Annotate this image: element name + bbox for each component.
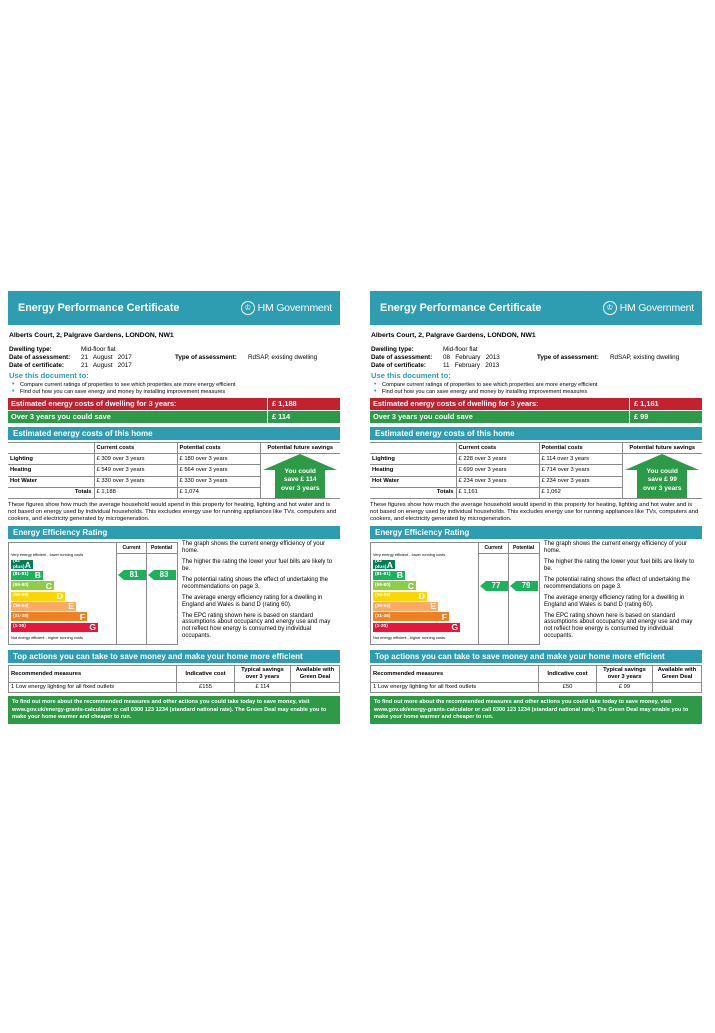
date-assessment-value: 08 February 2013 [443,353,500,361]
potential-rating-value: 79 [521,580,531,590]
efficient-caption: Very energy efficient - lower running costs [373,552,446,558]
brand-text: HM Government [619,301,694,314]
cost-row-label: Hot Water [370,476,456,487]
bullet-icon: • [374,380,377,388]
costs-header-potential: Potential costs [539,443,622,454]
rating-band-f [11,612,87,621]
certificate-right [370,291,702,736]
savings-bar [370,411,702,423]
table-row [371,683,702,693]
footer-info: To find out more about the recommended measures and other actions you could take today to save money, visit www.gov.uk/energy-grants-calculator or call 0300 123 1234 (standard national rate). The Green Deal may enable you to make your home warmer and cheaper to run. [8,696,340,724]
band-letter: E [430,601,436,612]
actions-table [370,665,702,693]
potential-column-header: Potential [512,545,535,552]
cost-potential: £ 330 over 3 years [177,476,260,487]
efficiency-paragraph: The EPC rating shown here is based on standard assumptions about occupancy and energy use and may not reflect how energy is consumed by individual occupants. [182,612,331,640]
crest-icon: ♔ [603,301,617,315]
total-potential: £ 1,074 [177,487,260,498]
costs-section-title: Estimated energy costs of this home [370,427,702,440]
costs-note: These figures show how much the average household would spend in this property for heating, lighting and hot water and is not based on energy used by individual households. This excludes energy use for running appliances like TVs, computers and cookers, and electricity generated by microgeneration. [8,502,337,522]
arrow-line: save £ 114 [283,476,317,484]
savings-arrow [625,454,699,498]
property-info [371,345,702,370]
estimated-costs-value: £ 1,188 [267,398,337,410]
efficiency-section-title: Energy Efficiency Rating [370,526,702,539]
efficiency-paragraph: The graph shows the current energy efficiency of your home. [544,541,687,555]
band-range: (81-91) [13,572,29,578]
arrow-line: You could [646,468,678,476]
band-letter: D [418,590,425,601]
rating-band-e [373,602,438,611]
bullet-icon: • [12,380,15,388]
bullet-item [374,381,702,388]
band-letter: G [451,622,458,633]
cost-potential: £ 234 over 3 years [539,476,622,487]
cost-current: £ 228 over 3 years [456,454,539,465]
arrow-line: You could [284,468,316,476]
property-info [9,345,340,370]
type-assessment-label: Type of assessment: [175,353,237,361]
band-letter: A [386,559,393,570]
efficiency-rating [370,542,702,645]
bullet-text: Compare current ratings of properties to see which properties are more energy efficient [382,381,598,388]
total-potential: £ 1,062 [539,487,622,498]
date-certificate-value: 11 February 2013 [443,362,500,370]
savings-value: £ 99 [629,411,699,423]
certificate-header [8,291,340,325]
bullet-item [374,389,702,396]
cost-potential: £ 564 over 3 years [177,465,260,476]
cost-current: £ 549 over 3 years [94,465,177,476]
efficiency-description [178,541,338,645]
estimated-costs-bar [370,398,702,410]
cost-row-label: Heating [8,465,94,476]
band-range: (55-68) [13,593,29,599]
efficiency-paragraph: The higher the rating the lower your fuel bills are likely to be. [182,559,333,573]
costs-table [8,442,340,499]
actions-header-green-deal: Available with Green Deal [291,666,340,683]
rating-band-e [11,602,76,611]
potential-column-header: Potential [150,545,173,552]
bullet-text: Compare current ratings of properties to see which properties are more energy efficient [20,381,236,388]
savings-arrow [263,454,337,498]
actions-header-green-deal: Available with Green Deal [653,666,702,683]
use-document-title: Use this document to: [9,371,89,381]
band-letter: A [24,559,31,570]
savings-label: Over 3 years you could save [11,411,111,421]
band-letter: E [68,601,74,612]
table-row [370,454,702,465]
band-range: (21-38) [13,614,29,619]
band-letter: B [34,570,41,581]
bullet-text: Find out how you can save energy and money by installing improvement measures [20,389,226,396]
rating-band-d [11,592,65,601]
property-address: Alberts Court, 2, Palgrave Gardens, LONDON, NW1 [9,332,174,339]
costs-note: These figures show how much the average household would spend in this property for heating, lighting and hot water and is not based on energy used by individual households. This excludes energy use for running appliances like TVs, computers and cookers, and electricity generated by microgeneration. [370,502,699,522]
band-letter: D [56,590,63,601]
cost-current: £ 234 over 3 years [456,476,539,487]
band-letter: B [396,570,403,581]
estimated-costs-label: Estimated energy costs of dwelling for 3 years: [373,398,539,408]
actions-header-measures: Recommended measures [9,666,177,683]
type-assessment-label: Type of assessment: [537,353,599,361]
total-current: £ 1,161 [456,487,539,498]
total-current: £ 1,188 [94,487,177,498]
cost-potential: £ 714 over 3 years [539,465,622,476]
rating-band-b [373,571,405,580]
date-certificate-value: 21 August 2017 [81,362,132,370]
certificate-title: Energy Performance Certificate [18,301,180,314]
crest-icon: ♔ [241,301,255,315]
arrow-line: over 3 years [643,484,682,492]
current-rating-marker [480,581,508,591]
action-green-deal [653,683,702,693]
savings-label: Over 3 years you could save [373,411,473,421]
costs-section-title: Estimated energy costs of this home [8,427,340,440]
savings-value: £ 114 [267,411,337,423]
efficiency-paragraph: The EPC rating shown here is based on standard assumptions about occupancy and energy use and may not reflect how energy is consumed by individual occupants. [544,612,693,640]
savings-bar [8,411,340,423]
dwelling-type-value: Mid-floor flat [81,345,116,353]
estimated-costs-label: Estimated energy costs of dwelling for 3 years: [11,398,177,408]
efficient-caption: Very energy efficient - lower running costs [11,552,84,558]
type-assessment-value: RdSAP, existing dwelling [610,353,680,361]
actions-section-title: Top actions you can take to save money and make your home more efficient [370,650,702,663]
band-range: (1-20) [13,624,26,630]
dwelling-type-label: Dwelling type: [371,345,414,353]
band-letter: F [79,611,85,622]
costs-corner [370,443,456,454]
efficiency-paragraph: The potential rating shows the effect of undertaking the recommendations on page 3. [544,576,690,590]
band-letter: G [89,622,96,633]
type-assessment-value: RdSAP, existing dwelling [248,353,318,361]
action-green-deal [291,683,340,693]
action-savings: £ 99 [597,683,653,693]
certificate-header [370,291,702,325]
efficiency-chart [370,542,540,645]
costs-table [370,442,702,499]
band-range: (81-91) [375,572,391,578]
bullet-icon: • [12,388,15,396]
current-rating-value: 81 [129,570,139,580]
table-row [9,683,340,693]
arrow-line: save £ 99 [647,476,677,484]
band-letter: C [407,580,414,591]
rating-band-g [11,623,98,632]
actions-header-savings: Typical savings over 3 years [235,666,291,683]
date-certificate-label: Date of certificate: [9,362,64,370]
costs-header-current: Current costs [456,443,539,454]
arrow-text [263,468,337,493]
cost-current: £ 330 over 3 years [94,476,177,487]
efficiency-section-title: Energy Efficiency Rating [8,526,340,539]
efficiency-paragraph: The average energy efficiency rating for a dwelling in England and Wales is band D (rating 60). [182,594,323,608]
property-address: Alberts Court, 2, Palgrave Gardens, LONDON, NW1 [371,332,536,339]
savings-arrow-cell [622,454,702,499]
bullet-item [12,389,340,396]
bullet-icon: • [374,388,377,396]
band-letter: C [45,580,52,591]
dwelling-type-value: Mid-floor flat [443,345,478,353]
band-range: (69-80) [375,582,391,588]
band-range: (92 plus) [375,559,387,570]
cost-row-label: Lighting [8,454,94,465]
inefficient-caption: Not energy efficient - higher running costs [11,635,83,641]
action-cost: £155 [177,683,235,693]
band-range: (1-20) [375,624,388,630]
bullet-text: Find out how you can save energy and money by installing improvement measures [382,389,588,396]
current-column-header: Current [122,545,141,552]
actions-header-savings: Typical savings over 3 years [597,666,653,683]
potential-rating-marker [510,581,538,591]
band-range: (69-80) [13,582,29,588]
brand-text: HM Government [257,301,332,314]
date-assessment-label: Date of assessment: [371,353,433,361]
potential-rating-value: 83 [159,570,169,580]
efficiency-paragraph: The average energy efficiency rating for a dwelling in England and Wales is band D (rating 60). [544,594,685,608]
rating-band-a [11,560,33,569]
cost-potential: £ 114 over 3 years [539,454,622,465]
band-range: (39-54) [375,603,391,609]
efficiency-paragraph: The higher the rating the lower your fuel bills are likely to be. [544,559,695,573]
estimated-costs-value: £ 1,161 [629,398,699,410]
actions-header-cost: Indicative cost [539,666,597,683]
actions-section-title: Top actions you can take to save money and make your home more efficient [8,650,340,663]
action-cost: £50 [539,683,597,693]
savings-arrow-cell [260,454,340,499]
hm-government-logo [241,301,332,315]
action-savings: £ 114 [235,683,291,693]
actions-header-cost: Indicative cost [177,666,235,683]
cost-current: £ 309 over 3 years [94,454,177,465]
dwelling-type-label: Dwelling type: [9,345,52,353]
action-measure: 1 Low energy lighting for all fixed outlets [9,683,177,693]
date-certificate-label: Date of certificate: [371,362,426,370]
band-range: (39-54) [13,603,29,609]
rating-band-a [373,560,395,569]
table-row [8,454,340,465]
certificate-title: Energy Performance Certificate [380,301,542,314]
arrow-text [625,468,699,493]
current-rating-value: 77 [491,580,501,590]
rating-band-g [373,623,460,632]
footer-info: To find out more about the recommended measures and other actions you could take today to save money, visit www.gov.uk/energy-grants-calculator or call 0300 123 1234 (standard national rate). The Green Deal may enable you to make your home warmer and cheaper to run. [370,696,702,724]
hm-government-logo [603,301,694,315]
rating-band-b [11,571,43,580]
cost-potential: £ 180 over 3 years [177,454,260,465]
efficiency-rating [8,542,340,645]
date-assessment-value: 21 August 2017 [81,353,132,361]
costs-header-current: Current costs [94,443,177,454]
efficiency-description [540,541,700,645]
efficiency-chart [8,542,178,645]
band-range: (92 plus) [13,559,25,570]
costs-header-savings: Potential future savings [260,443,340,454]
totals-label: Totals [370,487,456,498]
action-measure: 1 Low energy lighting for all fixed outlets [371,683,539,693]
use-document-title: Use this document to: [371,371,451,381]
bullet-item [12,381,340,388]
current-rating-marker [118,570,146,580]
band-letter: F [441,611,447,622]
actions-header-measures: Recommended measures [371,666,539,683]
costs-corner [8,443,94,454]
band-range: (21-38) [375,614,391,619]
cost-row-label: Heating [370,465,456,476]
rating-band-f [373,612,449,621]
costs-header-potential: Potential costs [177,443,260,454]
rating-band-d [373,592,427,601]
current-column-header: Current [484,545,503,552]
certificate-left [8,291,340,736]
band-range: (55-68) [375,593,391,599]
inefficient-caption: Not energy efficient - higher running costs [373,635,445,641]
rating-band-c [11,581,54,590]
totals-label: Totals [8,487,94,498]
efficiency-paragraph: The potential rating shows the effect of undertaking the recommendations on page 3. [182,576,328,590]
costs-header-savings: Potential future savings [622,443,702,454]
cost-row-label: Lighting [370,454,456,465]
cost-row-label: Hot Water [8,476,94,487]
efficiency-paragraph: The graph shows the current energy efficiency of your home. [182,541,325,555]
rating-band-c [373,581,416,590]
arrow-line: over 3 years [281,484,320,492]
actions-table [8,665,340,693]
estimated-costs-bar [8,398,340,410]
potential-rating-marker [148,570,176,580]
date-assessment-label: Date of assessment: [9,353,71,361]
cost-current: £ 699 over 3 years [456,465,539,476]
